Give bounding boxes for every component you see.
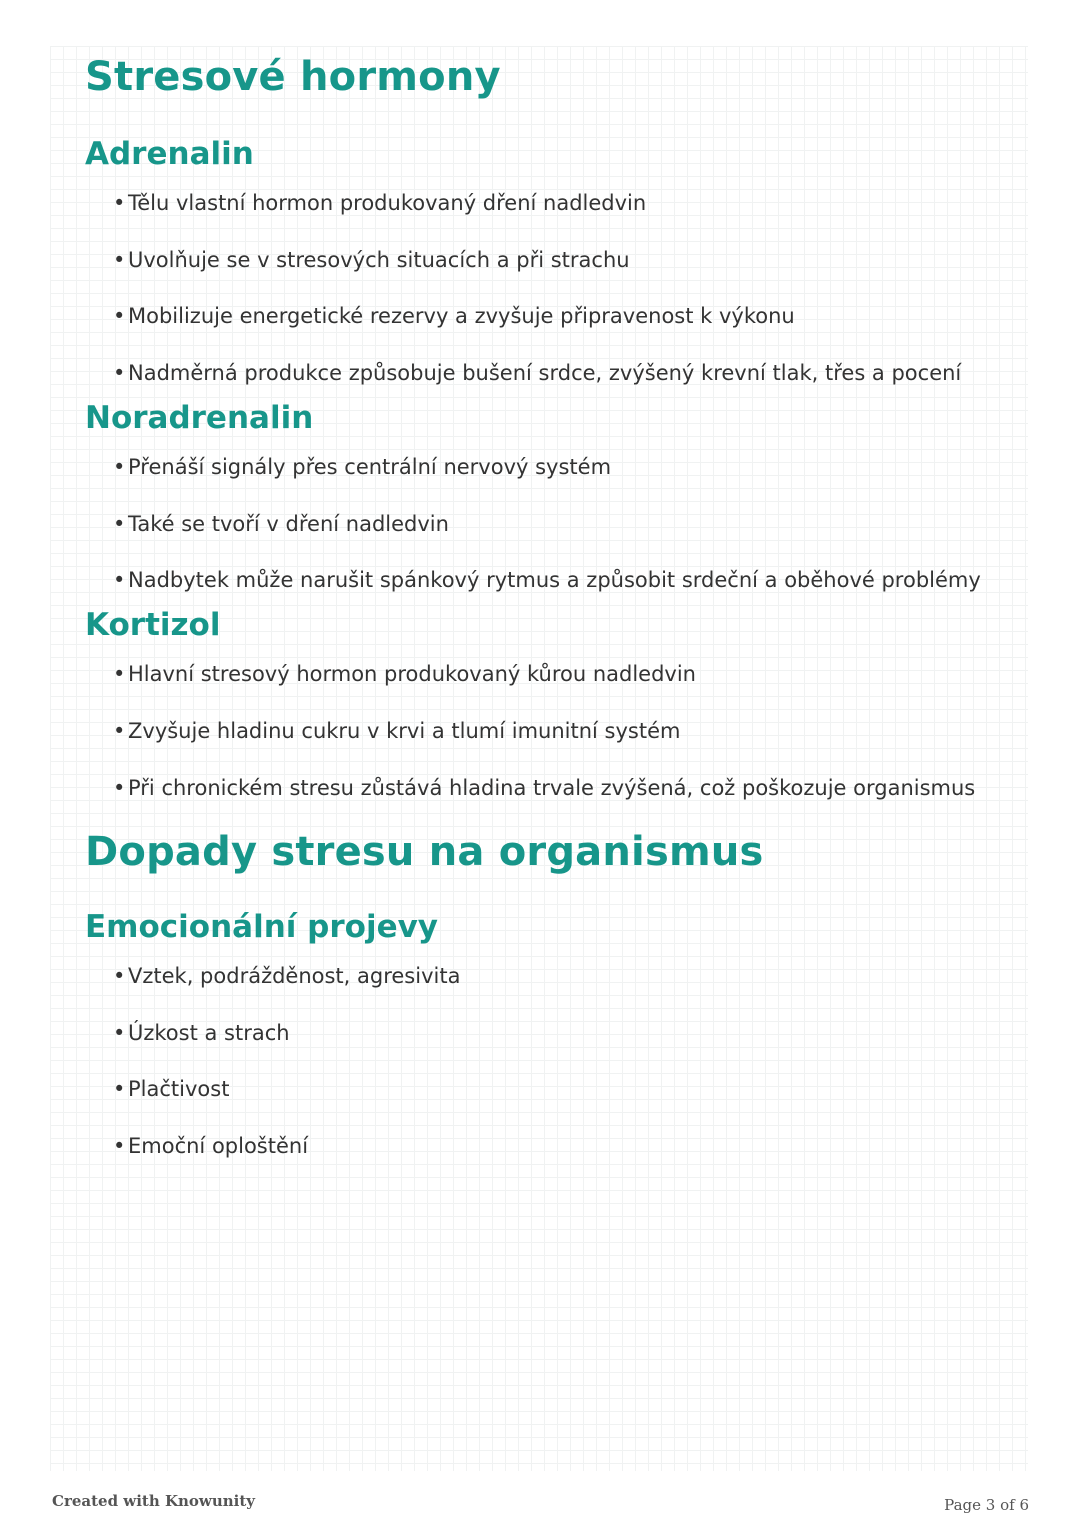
bullet-icon: •	[113, 455, 126, 480]
emocionalni-list	[85, 961, 1025, 1161]
list-item: • Mobilizuje energetické rezervy a zvyšuje připravenost k výkonu	[85, 301, 1025, 358]
bullet-icon: •	[113, 963, 126, 988]
bullet-icon: •	[113, 1077, 126, 1102]
bullet-icon: •	[113, 662, 126, 687]
bullet-icon: •	[113, 719, 126, 744]
bullet-icon: •	[113, 568, 126, 593]
bullet-icon: •	[113, 1020, 126, 1045]
page-title: Stresové hormony	[85, 54, 501, 100]
list-item: • Nadměrná produkce způsobuje bušení srdce, zvýšený krevní tlak, třes a pocení	[85, 358, 1025, 388]
list-item: • Úzkost a strach	[85, 1018, 1025, 1075]
list-item: • Nadbytek může narušit spánkový rytmus a způsobit srdeční a oběhové problémy	[85, 565, 1025, 595]
list-item: • Hlavní stresový hormon produkovaný kůrou nadledvin	[85, 659, 1025, 716]
footer-brand: Created with Knowunity	[52, 1492, 255, 1510]
bullet-icon: •	[113, 511, 126, 536]
bullet-icon: •	[113, 191, 126, 215]
bullet-icon: •	[113, 361, 126, 386]
section-heading-kortizol: Kortizol	[85, 607, 221, 644]
bullet-icon: •	[113, 775, 126, 800]
second-title: Dopady stresu na organismus	[85, 828, 764, 875]
list-item: • Tělu vlastní hormon produkovaný dření nadledvin	[85, 188, 1025, 245]
noradrenalin-list	[85, 452, 1025, 595]
page-number: Page 3 of 6	[944, 1496, 1029, 1514]
list-item: • Vztek, podrážděnost, agresivita	[85, 961, 1025, 1018]
list-item: • Emoční oploštění	[85, 1131, 1025, 1161]
list-item: • Přenáší signály přes centrální nervový systém	[85, 452, 1025, 509]
list-item: • Uvolňuje se v stresových situacích a při strachu	[85, 245, 1025, 302]
page-content	[85, 52, 1025, 1161]
kortizol-list	[85, 659, 1025, 802]
list-item: • Také se tvoří v dření nadledvin	[85, 509, 1025, 566]
list-item: • Plačtivost	[85, 1074, 1025, 1131]
adrenalin-list	[85, 188, 1025, 388]
list-item: • Zvyšuje hladinu cukru v krvi a tlumí imunitní systém	[85, 716, 1025, 773]
section-heading-noradrenalin: Noradrenalin	[85, 400, 314, 437]
bullet-icon: •	[113, 304, 126, 329]
bullet-icon: •	[113, 247, 126, 272]
section-heading-emocionalni-projevy: Emocionální projevy	[85, 908, 439, 945]
bullet-icon: •	[113, 1133, 126, 1158]
section-heading-adrenalin: Adrenalin	[85, 136, 254, 172]
list-item: • Při chronickém stresu zůstává hladina trvale zvýšená, což poškozuje organismus	[85, 773, 1025, 803]
